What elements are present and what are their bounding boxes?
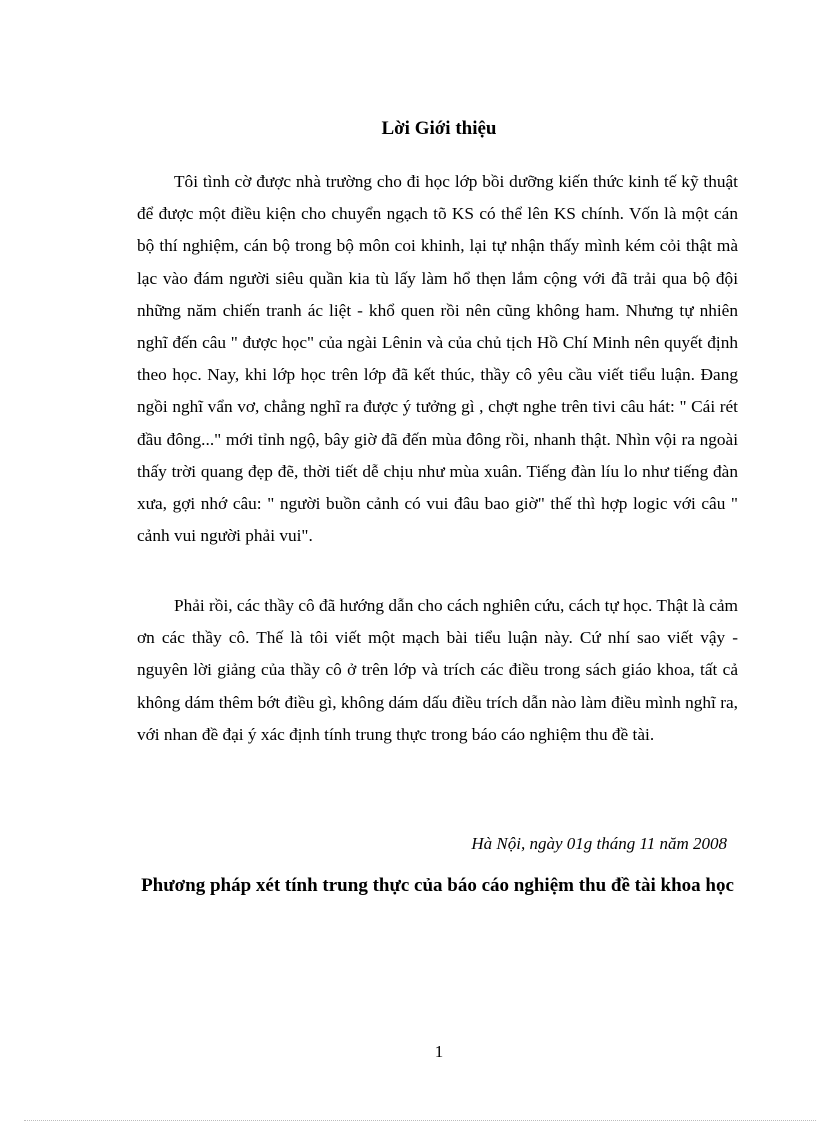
intro-paragraph-2: Phải rồi, các thầy cô đã hướng dẫn cho cách nghiên cứu, cách tự học. Thật là cảm ơn các thầy cô. Thế là tôi viết một mạch bài tiểu luận này. Cứ nhí sao viết vậy - nguyên lời giảng của thầy cô ở trên lớp và trích các điều trong sách giáo khoa, tất cả không dám thêm bớt điều gì, không dám dấu điều trích dẫn nào làm điều mình nghĩ ra, với nhan đề đại ý xác định tính trung thực trong báo cáo nghiệm thu đề tài. xyxy=(137,596,738,744)
intro-heading: Lời Giới thiệu xyxy=(381,118,497,139)
method-title: Phương pháp xét tính trung thực của báo cáo nghiệm thu đề tài khoa học xyxy=(141,875,734,896)
page-number: 1 xyxy=(434,1042,444,1061)
intro-paragraph-1: Tôi tình cờ được nhà trường cho đi học lớp bồi dưỡng kiến thức kinh tế kỹ thuật để được một điều kiện cho chuyển ngạch tõ KS có thể lên KS chính. Vốn là một cán bộ thí nghiệm, cán bộ trong bộ môn coi khinh, lại tự nhận thấy mình kém cỏi thật mà lạc vào đám người siêu quần kia tù lấy làm hổ thẹn lắm cộng với đã trải qua bộ đội những năm chiến tranh ác liệt - khổ quen rồi nên cũng không ham. Nhưng tự nhiên nghĩ đến câu " được học" của ngài Lênin và của chủ tịch Hồ Chí Minh nên quyết định theo học. Nay, khi lớp học trên lớp đã kết thúc, thầy cô yêu cầu viết tiểu luận. Đang ngồi nghĩ vẩn vơ, chẳng nghĩ ra được ý tưởng gì , chợt nghe trên tivi câu hát: " Cái rét đầu đông..." mới tỉnh ngộ, bây giờ đã đến mùa đông rồi, nhanh thật. Nhìn vội ra ngoài thấy trời quang đẹp đẽ, thời tiết dễ chịu như mùa xuân. Tiếng đàn líu lo như tiếng đàn xưa, gợi nhớ câu: " người buồn cảnh có vui đâu bao giờ" thế thì hợp logic với câu " cảnh vui người phải vui". xyxy=(137,172,738,546)
page-bottom-edge xyxy=(24,1120,816,1121)
date-line: Hà Nội, ngày 01g tháng 11 năm 2008 xyxy=(471,834,727,853)
